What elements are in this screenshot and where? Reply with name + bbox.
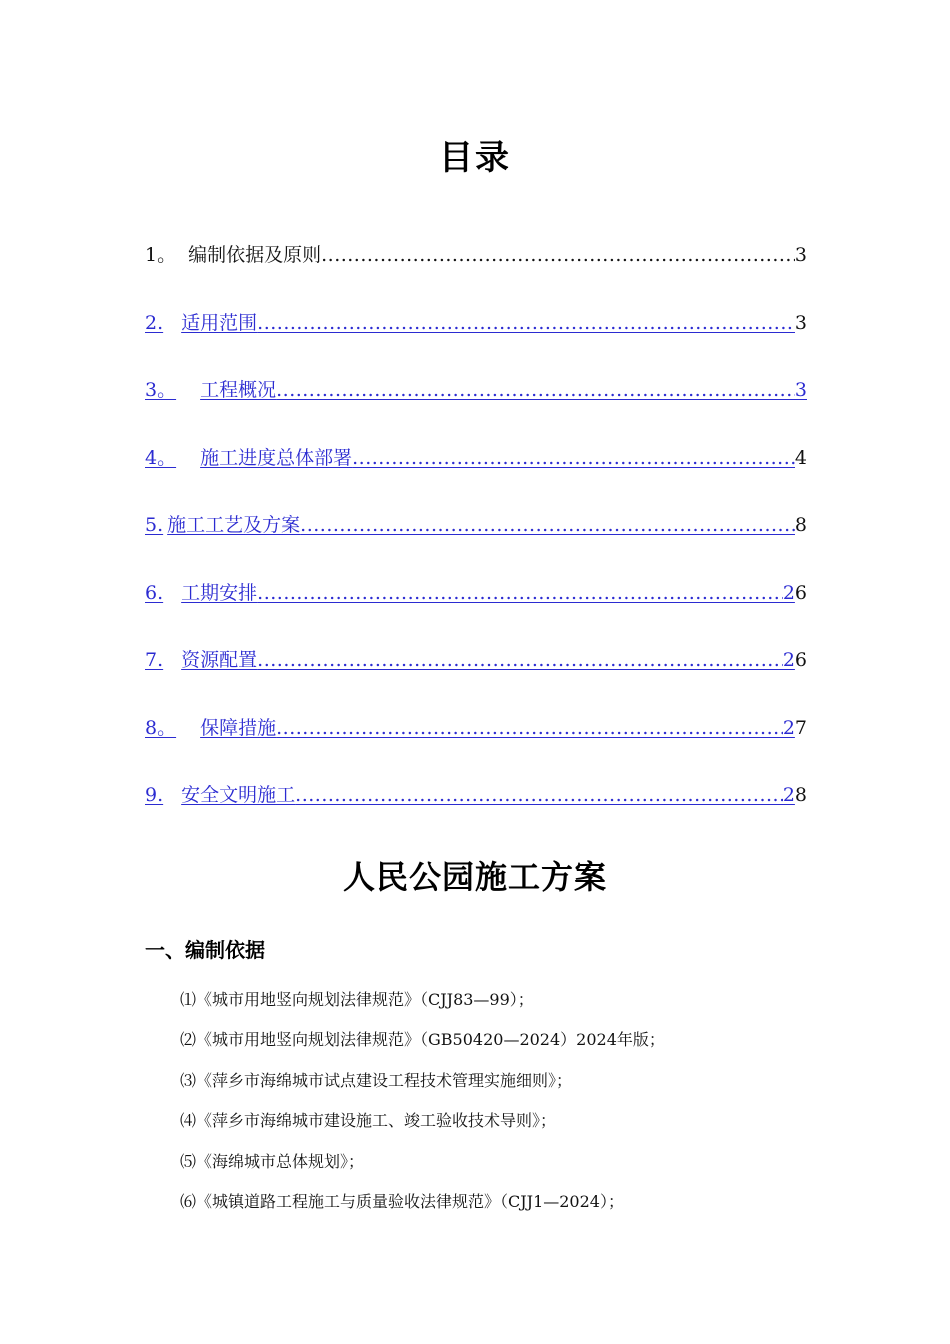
toc-entry-4[interactable] (145, 441, 807, 475)
reference-item: ⑶《萍乡市海绵城市试点建设工程技术管理实施细则》； (180, 1070, 573, 1090)
toc-entry-7[interactable] (145, 643, 807, 677)
toc-entry-text: 编制依据及原则 (188, 244, 322, 266)
toc-entry-text: 施工进度总体部署 (200, 446, 353, 469)
toc-entry-text: 安全文明施工 (181, 784, 296, 806)
toc-page-number (795, 238, 807, 272)
toc-link[interactable] (145, 373, 795, 407)
toc-entry-text: 施工工艺及方案 (167, 514, 301, 536)
toc-page-number (783, 778, 807, 812)
toc-leader-dots (352, 441, 795, 475)
toc-page-linked[interactable]: 2 (782, 716, 795, 739)
toc-link[interactable] (145, 711, 783, 745)
toc-page-linked[interactable]: 2 (782, 784, 795, 806)
toc-leader-dots (300, 508, 795, 542)
toc-entry-text: 保障措施 (200, 716, 277, 739)
table-of-contents (145, 238, 807, 846)
toc-link[interactable] (145, 778, 783, 812)
reference-item: ⑹《城镇道路工程施工与质量验收法律规范》（CJJ1—2024）； (180, 1191, 624, 1211)
reference-item: ⑵《城市用地竖向规划法律规范》（GB50420—2024）2024年版； (180, 1030, 665, 1050)
toc-page-number (795, 306, 807, 340)
toc-link[interactable] (145, 508, 795, 542)
toc-entry-number: 4。 (145, 446, 177, 469)
toc-entry-number: 7. (145, 649, 164, 671)
document-title: 人民公园施工方案 (342, 858, 607, 896)
toc-leader-dots (257, 576, 783, 610)
toc-entry-text: 工期安排 (181, 581, 258, 604)
toc-entry-text: 工程概况 (200, 379, 277, 401)
toc-page-linked[interactable]: 3 (794, 379, 807, 401)
toc-link[interactable] (145, 441, 795, 475)
toc-entry-9[interactable] (145, 778, 807, 812)
toc-page-rest: 7 (794, 716, 807, 739)
reference-item: ⑴《城市用地竖向规划法律规范》（CJJ83—99）； (180, 990, 534, 1009)
toc-page-number (783, 576, 807, 610)
toc-leader-dots (257, 306, 795, 340)
toc-entry-6[interactable] (145, 576, 807, 610)
toc-link[interactable] (145, 306, 795, 340)
toc-link[interactable] (145, 238, 795, 272)
toc-page-number (783, 711, 807, 745)
toc-entry-8[interactable] (145, 711, 807, 745)
toc-page-linked[interactable]: 2 (782, 649, 795, 671)
toc-entry-number: 2. (145, 311, 164, 334)
toc-page-number (795, 373, 807, 407)
toc-page-rest: 6 (794, 581, 807, 604)
toc-entry-number: 8。 (145, 716, 177, 739)
reference-item: ⑷《萍乡市海绵城市建设施工、竣工验收技术导则》； (180, 1111, 557, 1131)
toc-entry-1[interactable] (145, 238, 807, 272)
toc-entry-3[interactable] (145, 373, 807, 407)
toc-entry-2[interactable] (145, 306, 807, 340)
toc-leader-dots (276, 373, 795, 407)
toc-leader-dots (295, 778, 783, 812)
toc-title: 目录 (439, 138, 511, 178)
toc-entry-number: 5. (145, 514, 164, 536)
toc-leader-dots (257, 643, 783, 677)
toc-page-rest: 6 (794, 649, 807, 671)
toc-entry-text: 适用范围 (181, 311, 258, 334)
toc-entry-number: 6. (145, 581, 164, 604)
section-heading: 一、编制依据 (145, 938, 265, 962)
toc-page-rest: 8 (794, 514, 807, 536)
toc-entry-5[interactable] (145, 508, 807, 542)
reference-item: ⑸《海绵城市总体规划》； (180, 1151, 365, 1171)
toc-link[interactable] (145, 643, 783, 677)
toc-entry-number: 3。 (145, 379, 177, 401)
toc-entry-text: 资源配置 (181, 649, 258, 671)
toc-page-rest: 4 (794, 446, 807, 469)
toc-page-rest: 3 (794, 311, 807, 334)
toc-page-number (783, 643, 807, 677)
toc-link[interactable] (145, 576, 783, 610)
toc-page-rest: 3 (794, 244, 807, 266)
toc-leader-dots (276, 711, 783, 745)
reference-list (180, 986, 820, 1228)
toc-page-rest: 8 (794, 784, 807, 806)
toc-page-number (795, 508, 807, 542)
toc-leader-dots (321, 238, 795, 272)
toc-page-linked[interactable]: 2 (782, 581, 795, 604)
toc-page-number (795, 441, 807, 475)
toc-entry-number: 9. (145, 784, 164, 806)
toc-entry-number: 1。 (145, 244, 177, 266)
